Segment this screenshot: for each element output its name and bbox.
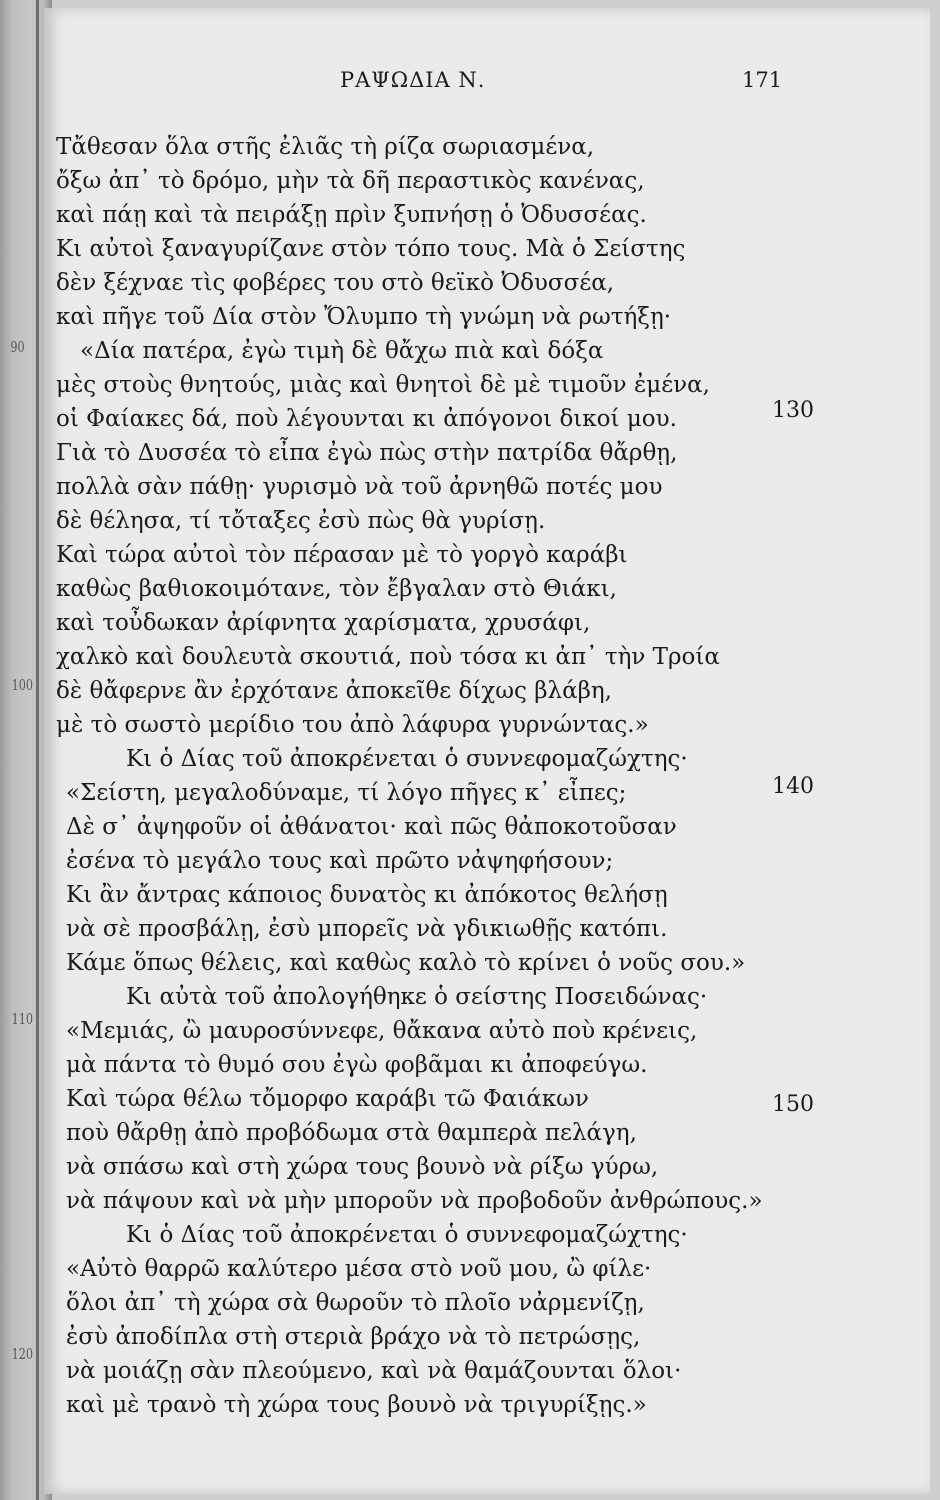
- text-line: «Δία πατέρα, ἐγὼ τιμὴ δὲ θἄχω πιὰ καὶ δόξα: [80, 338, 604, 364]
- text-line: Δὲ σ᾿ ἀψηφοῦν οἱ ἀθάνατοι· καὶ πῶς θἀποκοτοῦσαν: [66, 814, 677, 840]
- text-line: ποὺ θἄρθῃ ἀπὸ προβόδωμα στὰ θαμπερὰ πελάγη,: [66, 1120, 637, 1146]
- text-line: «Σείστη, μεγαλοδύναμε, τί λόγο πῆγες κ᾿ εἶπες;: [66, 780, 627, 806]
- text-line: νὰ σὲ προσβάλῃ, ἐσὺ μπορεῖς νὰ γδικιωθῇς κατόπι.: [66, 916, 668, 942]
- text-line: Καὶ τώρα αὐτοὶ τὸν πέρασαν μὲ τὸ γοργὸ καράβι: [56, 542, 628, 568]
- text-line: ἐσὺ ἀποδίπλα στὴ στεριὰ βράχο νὰ τὸ πετρώσῃς,: [66, 1324, 641, 1350]
- page-title: ΡΑΨΩΔΙΑ Ν.: [340, 68, 486, 92]
- text-line: νὰ σπάσω καὶ στὴ χώρα τους βουνὸ νὰ ρίξω γύρω,: [66, 1154, 659, 1180]
- text-line: χαλκὸ καὶ δουλευτὰ σκουτιά, ποὺ τόσα κι ἀπ᾿ τὴν Τροία: [56, 644, 720, 670]
- text-line: Κι ὁ Δίας τοῦ ἀποκρένεται ὁ συννεφομαζώχτης·: [126, 746, 688, 772]
- text-line: καὶ πῆγε τοῦ Δία στὸν Ὄλυμπο τὴ γνώμη νὰ ρωτήξῃ·: [56, 304, 672, 330]
- text-line: Κι ἂν ἄντρας κάποιος δυνατὸς κι ἀπόκοτος θελήσῃ: [66, 882, 668, 908]
- text-line: νὰ πάψουν καὶ νὰ μὴν μποροῦν νὰ προβοδοῦν ἀνθρώπους.»: [66, 1188, 763, 1214]
- margin-mark-110: 110: [11, 1010, 34, 1028]
- text-line: καὶ πάῃ καὶ τὰ πειράξῃ πρὶν ξυπνήσῃ ὁ Ὀδυσσέας.: [56, 202, 647, 228]
- text-line: Κάμε ὅπως θέλεις, καὶ καθὼς καλὸ τὸ κρίνει ὁ νοῦς σου.»: [66, 950, 746, 976]
- text-line: μὰ πάντα τὸ θυμό σου ἐγὼ φοβᾶμαι κι ἀποφεύγω.: [66, 1052, 648, 1078]
- text-line: μὲ τὸ σωστὸ μερίδιο του ἀπὸ λάφυρα γυρνώντας.»: [56, 712, 649, 738]
- margin-mark-120: 120: [11, 1345, 34, 1363]
- text-line: «Αὐτὸ θαρρῶ καλύτερο μέσα στὸ νοῦ μου, ὢ φίλε·: [66, 1256, 652, 1282]
- text-line: ὅλοι ἀπ᾿ τὴ χώρα σὰ θωροῦν τὸ πλοῖο νἀρμενίζῃ,: [66, 1290, 645, 1316]
- verse-number: 130: [772, 398, 814, 423]
- margin-mark-90: 90: [10, 338, 25, 356]
- text-line: Καὶ τώρα θέλω τὄμορφο καράβι τῶ Φαιάκων: [66, 1086, 589, 1112]
- text-line: οἱ Φαίακες δά, ποὺ λέγουνται κι ἀπόγονοι δικοί μου.: [56, 406, 677, 432]
- text-line: Κι αὐτὰ τοῦ ἀπολογήθηκε ὁ σείστης Ποσειδώνας·: [126, 984, 708, 1010]
- text-line: δὲ θἄφερνε ἂν ἐρχότανε ἀποκεῖθε δίχως βλάβη,: [56, 678, 612, 704]
- text-line: νὰ μοιάζῃ σὰν πλεούμενο, καὶ νὰ θαμάζουνται ὅλοι·: [66, 1358, 682, 1384]
- text-line: Γιὰ τὸ Δυσσέα τὸ εἶπα ἐγὼ πὼς στὴν πατρίδα θἄρθῃ,: [56, 440, 678, 466]
- verse-number: 150: [772, 1092, 814, 1117]
- text-line: καὶ τοὖδωκαν ἀρίφνητα χαρίσματα, χρυσάφι,: [56, 610, 591, 636]
- text-line: καθὼς βαθιοκοιμότανε, τὸν ἔβγαλαν στὸ Θιάκι,: [56, 576, 617, 602]
- page-number: 171: [742, 68, 783, 92]
- text-line: ἐσένα τὸ μεγάλο τους καὶ πρῶτο νἀψηφήσουν;: [66, 848, 614, 874]
- margin-mark-100: 100: [11, 676, 34, 694]
- text-line: «Μεμιάς, ὢ μαυροσύννεφε, θἄκανα αὐτὸ ποὺ κρένεις,: [66, 1018, 698, 1044]
- book-page: [44, 8, 930, 1494]
- verse-number: 140: [772, 774, 814, 799]
- text-line: ὄξω ἀπ᾿ τὸ δρόμο, μὴν τὰ δῆ περαστικὸς κανένας,: [56, 168, 645, 194]
- text-line: πολλὰ σὰν πάθῃ· γυρισμὸ νὰ τοῦ ἀρνηθῶ ποτές μου: [56, 474, 663, 500]
- text-line: Τἄθεσαν ὅλα στῆς ἐλιᾶς τὴ ρίζα σωριασμένα,: [56, 134, 595, 160]
- text-line: δὲν ξέχναε τὶς φοβέρες του στὸ θεϊκὸ Ὀδυσσέα,: [56, 270, 615, 296]
- binding-edge: [36, 0, 39, 1500]
- text-line: καὶ μὲ τρανὸ τὴ χώρα τους βουνὸ νὰ τριγυρίξῃς.»: [66, 1392, 647, 1418]
- text-line: Κι ὁ Δίας τοῦ ἀποκρένεται ὁ συννεφομαζώχτης·: [126, 1222, 688, 1248]
- text-line: δὲ θέλησα, τί τὄταξες ἐσὺ πὼς θὰ γυρίσῃ.: [56, 508, 546, 534]
- text-line: μὲς στοὺς θνητούς, μιὰς καὶ θνητοὶ δὲ μὲ τιμοῦν ἐμένα,: [56, 372, 710, 398]
- text-line: Κι αὐτοὶ ξαναγυρίζανε στὸν τόπο τους. Μὰ ὁ Σείστης: [56, 236, 686, 262]
